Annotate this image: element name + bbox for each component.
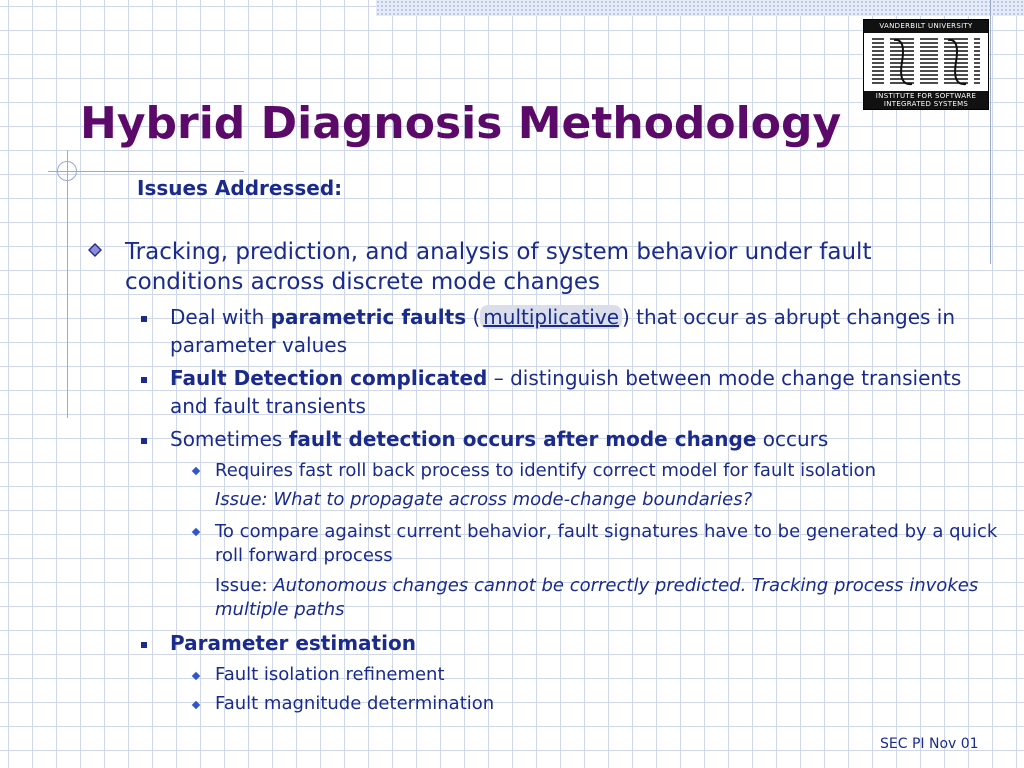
multiplicative-link[interactable]: multiplicative	[480, 305, 622, 329]
bullet-magnitude: Fault magnitude determination	[215, 693, 495, 714]
small-diamond-bullet-icon	[192, 467, 200, 475]
bullet-fault-detection: Fault Detection complicated – distinguish between mode change transients and fault transients	[170, 366, 962, 418]
issue-propagate: Issue: What to propagate across mode-change boundaries?	[215, 489, 753, 510]
slide-subtitle: Issues Addressed:	[137, 176, 343, 200]
small-diamond-bullet-icon	[192, 701, 200, 709]
bullet-rollback: Requires fast roll back process to identify correct model for fault isolation	[215, 460, 877, 481]
small-diamond-bullet-icon	[192, 672, 200, 680]
bullet-sometimes: Sometimes fault detection occurs after mode change occurs	[170, 427, 829, 451]
slide-footer: SEC PI Nov 01	[880, 736, 979, 752]
square-bullet-icon	[141, 377, 147, 383]
square-bullet-icon	[141, 438, 147, 444]
logo-top-text: VANDERBILT UNIVERSITY	[864, 20, 988, 33]
small-diamond-bullet-icon	[192, 528, 200, 536]
bullet-parametric-faults: Deal with parametric faults ( multiplicative ) that occur as abrupt changes in parameter values	[170, 305, 956, 357]
bullet-parameter-estimation: Parameter estimation	[170, 631, 416, 655]
square-bullet-icon	[141, 316, 147, 322]
bullet-compare: To compare against current behavior, fault signatures have to be generated by a quick roll forward process	[215, 521, 998, 566]
slide-title: Hybrid Diagnosis Methodology	[80, 98, 842, 149]
issue-autonomous: Issue: Autonomous changes cannot be correctly predicted. Tracking process invokes multiple paths	[215, 575, 979, 620]
square-bullet-icon	[141, 642, 147, 648]
logo-bottom-text: INSTITUTE FOR SOFTWARE INTEGRATED SYSTEMS	[864, 91, 988, 109]
diamond-bullet-icon	[88, 243, 102, 257]
bullet-isolation-refinement: Fault isolation refinement	[215, 664, 445, 685]
main-bullet: Tracking, prediction, and analysis of system behavior under fault conditions across discrete mode changes	[125, 239, 872, 295]
